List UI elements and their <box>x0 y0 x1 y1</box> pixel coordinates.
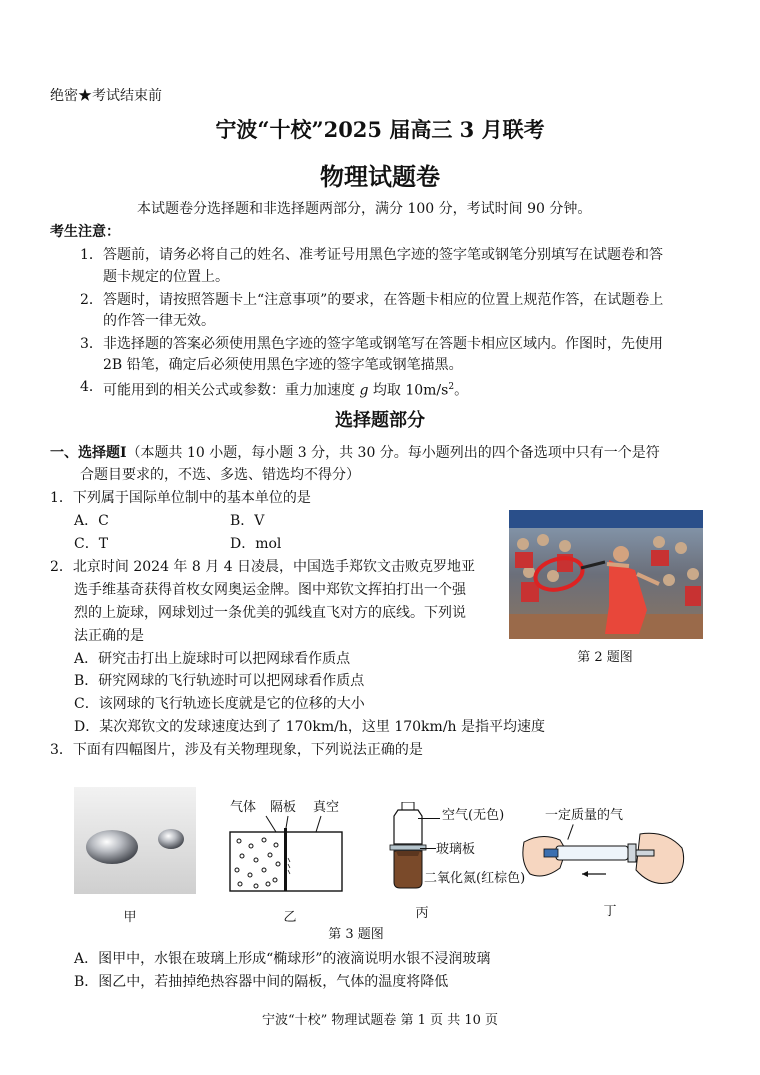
q2-option-c: C．该网球的飞行轨迹长度就是它的位移的大小 <box>74 696 365 712</box>
notice-1-line2: 题卡规定的位置上。 <box>103 269 229 285</box>
q2-caption: 第 2 题图 <box>577 650 633 665</box>
label-partition: 隔板 <box>270 800 297 815</box>
notice-num-4: 4． <box>80 379 103 395</box>
part1-label: 一、选择题Ⅰ <box>50 445 127 461</box>
q2-line2: 选手维基奇获得首枚女网奥运金牌。图中郑钦文挥拍打出一个强 <box>74 582 466 598</box>
q1-option-c: C．T <box>74 536 109 552</box>
label-gas: 气体 <box>230 800 257 815</box>
leader-line-glass <box>420 848 436 849</box>
secret-mark: 绝密★考试结束前 <box>50 88 162 104</box>
q3-option-a: A．图甲中，水银在玻璃上形成“椭球形”的液滴说明水银不浸润玻璃 <box>74 951 491 967</box>
part1-header <box>50 443 660 463</box>
leader-line-air <box>418 818 440 819</box>
label-air: 空气(无色) <box>442 808 505 823</box>
q1-option-b: B．V <box>230 513 265 529</box>
fig-label-ding: 丁 <box>603 904 617 919</box>
notice-3-line1: 非选择题的答案必须使用黑色字迹的签字笔或钢笔写在答题卡相应区域内。作图时，先使用 <box>103 336 663 352</box>
part1-desc-2: 合题目要求的，不选、多选、错选均不得分） <box>80 467 360 483</box>
q2-option-b: B．研究网球的飞行轨迹时可以把网球看作质点 <box>74 673 365 689</box>
fig-label-jia: 甲 <box>123 910 137 925</box>
notice-2-line1: 答题时，请按照答题卡上“注意事项”的要求，在答题卡相应的位置上规范作答，在试题卷上 <box>103 292 664 308</box>
q1-stem: 1．下列属于国际单位制中的基本单位的是 <box>50 490 311 506</box>
q2-option-d: D．某次郑钦文的发球速度达到了 170km/h，这里 170km/h 是指平均速度 <box>74 719 546 735</box>
section-title: 选择题部分 <box>335 410 425 431</box>
mercury-droplet-figure <box>74 787 196 894</box>
q3-caption: 第 3 题图 <box>328 927 384 942</box>
tennis-photo <box>509 510 703 639</box>
fig-label-bing: 丙 <box>415 906 429 921</box>
notice-4-text-b: 均取 10m/s <box>368 382 449 399</box>
label-no2: 二氧化氮(红棕色) <box>424 871 526 886</box>
notice-4-text-c: 。 <box>454 382 469 399</box>
part1-desc: （本题共 10 小题，每小题 3 分，共 30 分。每小题列出的四个备选项中只有一个是符 <box>126 445 660 461</box>
q2-line3: 烈的上旋球，网球划过一条优美的弧线直飞对方的底线。下列说 <box>74 605 466 621</box>
exam-title: 宁波“十校”2025 届高三 3 月联考 <box>215 117 545 142</box>
label-vacuum: 真空 <box>313 800 340 815</box>
superscript: 2 <box>448 382 455 392</box>
fig-label-yi: 乙 <box>283 910 297 925</box>
q2-line1: 2．北京时间 2024 年 8 月 4 日凌晨，中国选手郑钦文击败克罗地亚 <box>50 559 476 575</box>
notice-num-2: 2． <box>80 292 103 308</box>
notice-2-line2: 的作答一律无效。 <box>103 313 215 329</box>
q1-option-d: D．mol <box>230 536 282 552</box>
q3-stem: 3．下面有四幅图片，涉及有关物理现象，下列说法正确的是 <box>50 742 423 758</box>
notice-3-line2: 2B 铅笔，确定后必须使用黑色字迹的签字笔或钢笔描黑。 <box>103 357 463 373</box>
notice-1-line1: 答题前，请务必将自己的姓名、准考证号用黑色字迹的签字笔或钢笔分别填写在试题卷和答 <box>103 247 663 263</box>
q2-option-a: A．研究击打出上旋球时可以把网球看作质点 <box>74 651 351 667</box>
notice-4-line <box>103 377 468 401</box>
page-footer: 宁波“十校” 物理试题卷 第 1 页 共 10 页 <box>261 1013 499 1028</box>
notice-4-text-a: 可能用到的相关公式或参数：重力加速度 <box>103 382 360 399</box>
paper-title: 物理试题卷 <box>320 162 440 191</box>
label-gas-mass: 一定质量的气 <box>545 808 624 823</box>
label-glass-plate: 玻璃板 <box>436 842 476 857</box>
notice-num-1: 1． <box>80 247 103 263</box>
syringe-figure <box>520 828 688 892</box>
q3-option-b: B．图乙中，若抽掉绝热容器中间的隔板，气体的温度将降低 <box>74 974 449 990</box>
notice-num-3: 3． <box>80 336 103 352</box>
q1-option-a: A．C <box>74 513 109 529</box>
notice-heading: 考生注意： <box>50 224 120 240</box>
q2-line4: 法正确的是 <box>74 628 144 644</box>
gravity-symbol: g <box>359 382 369 399</box>
intro-text: 本试题卷分选择题和非选择题两部分，满分 100 分，考试时间 90 分钟。 <box>137 201 592 217</box>
